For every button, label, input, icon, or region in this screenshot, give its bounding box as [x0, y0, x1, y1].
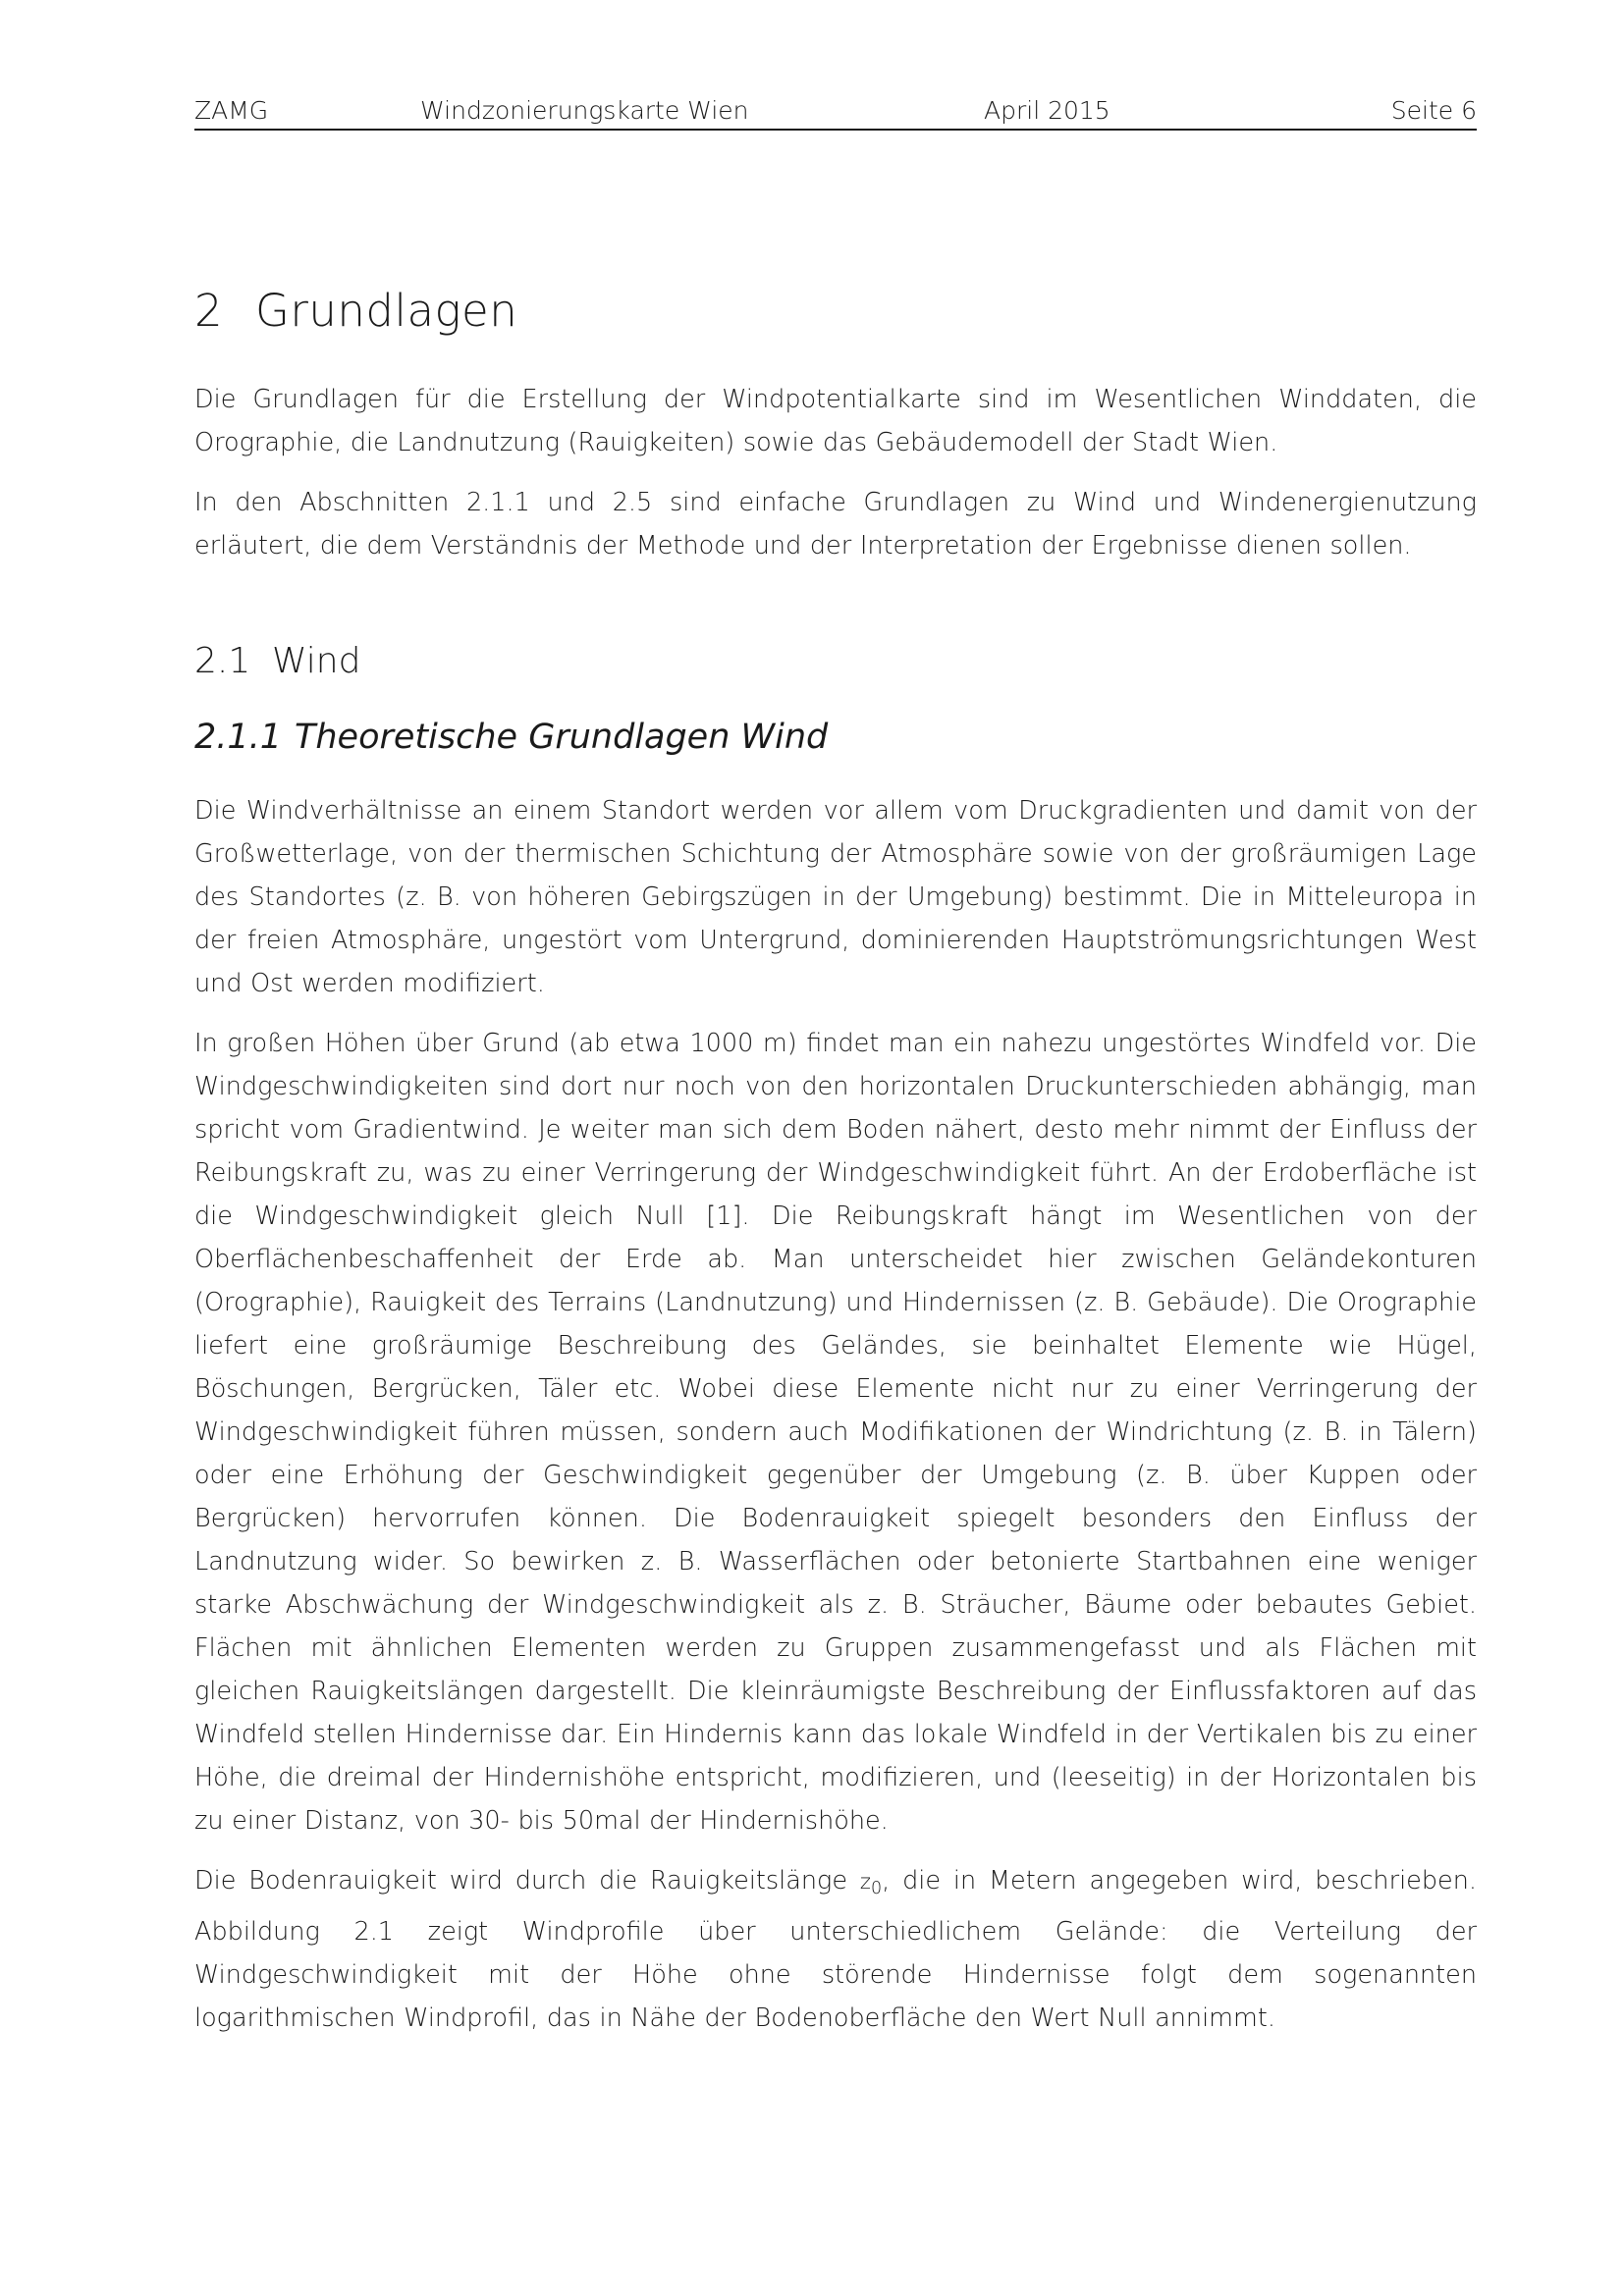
header-organization: ZAMG — [194, 96, 269, 125]
subsection-title: Theoretische Grundlagen Wind — [295, 718, 829, 757]
section-number: 2.1 — [194, 641, 251, 681]
section-heading — [194, 638, 1477, 685]
body-paragraph-2: In großen Höhen über Grund (ab etwa 1000 m) findet man ein nahezu ungestörtes Windfeld vor. Die Windgeschwindigkeiten sind dort nur noch von den horizontalen Druckunterschieden abhängig, man spricht vom Gradientwind. Je weiter man sich dem Boden nähert, desto mehr nimmt der Einfluss der Reibungskraft zu, was zu einer Verringerung der Windgeschwindigkeit führt. An der Erdoberfläche ist die Windgeschwindigkeit gleich Null [1]. Die Reibungskraft hängt im Wesentlichen von der Oberflächenbeschaffenheit der Erde ab. Man unterscheidet hier zwischen Geländekonturen (Orographie), Rauigkeit des Terrains (Landnutzung) und Hindernissen (z. B. Gebäude). Die Orographie liefert eine großräumige Beschreibung des Geländes, sie beinhaltet Elemente wie Hügel, Böschungen, Bergrücken, Täler etc. Wobei diese Elemente nicht nur zu einer Verringerung der Windgeschwindigkeit führen müssen, sondern auch Modifikationen der Windrichtung (z. B. in Tälern) oder eine Erhöhung der Geschwindigkeit gegenüber der Umgebung (z. B. über Kuppen oder Bergrücken) hervorrufen können. Die Bodenrauigkeit spiegelt besonders den Einfluss der Landnutzung wider. So bewirken z. B. Wasserflächen oder betonierte Startbahnen eine weniger starke Abschwächung der Windgeschwindigkeit als z. B. Sträucher, Bäume oder bebautes Gebiet. Flächen mit ähnlichen Elementen werden zu Gruppen zusammengefasst und als Flächen mit gleichen Rauigkeitslängen dargestellt. Die kleinräumigste Beschreibung der Einflussfaktoren auf das Windfeld stellen Hindernisse dar. Ein Hindernis kann das lokale Windfeld in der Vertikalen bis zu einer Höhe, die dreimal der Hindernishöhe entspricht, modifizieren, und (leeseitig) in der Horizontalen bis zu einer Distanz, von 30- bis 50mal der Hindernishöhe. — [194, 1029, 1477, 1836]
roughness-length-symbol — [859, 1870, 883, 1899]
section-title: Wind — [272, 641, 361, 681]
body-paragraph-1: Die Windverhältnisse an einem Standort werden vor allem vom Druckgradienten und damit von der Großwetterlage, von der thermischen Schichtung der Atmosphäre sowie von der großräumigen Lage des Standortes (z. B. von höheren Gebirgszügen in der Umgebung) bestimmt. Die in Mitteleuropa in der freien Atmosphäre, ungestört vom Untergrund, dominierenden Hauptströmungsrichtungen West und Ost werden modifiziert. — [194, 796, 1477, 998]
intro-paragraph-1: Die Grundlagen für die Erstellung der Windpotentialkarte sind im Wesentlichen Winddaten, die Orographie, die Landnutzung (Rauigkeiten) sowie das Gebäudemodell der Stadt Wien. — [194, 385, 1477, 457]
subsection-number: 2.1.1 — [194, 718, 283, 757]
header-page-number: Seite 6 — [1390, 96, 1477, 125]
subsection-heading — [194, 715, 1477, 760]
header-document-title: Windzonierungskarte Wien — [420, 96, 749, 125]
body-paragraph-3 — [194, 1859, 1477, 2040]
document-page — [194, 94, 1477, 2040]
roughness-symbol-z: z — [859, 1870, 871, 1894]
intro-paragraph-2: In den Abschnitten 2.1.1 und 2.5 sind einfache Grundlagen zu Wind und Windenergienutzung erläutert, die dem Verständnis der Methode und der Interpretation der Ergebnisse dienen sollen. — [194, 488, 1477, 561]
body-paragraph-3-end: , die in Metern angegeben wird, beschrieben. Abbildung 2.1 zeigt Windprofile über unterschiedlichem Gelände: die Verteilung der Windgeschwindigkeit mit der Höhe ohne störende Hindernisse folgt dem sogenannten logarithmischen Windprofil, das in Nähe der Bodenoberfläche den Wert Null annimmt. — [194, 1866, 1477, 2034]
chapter-number: 2 — [194, 285, 224, 337]
chapter-title: Grundlagen — [255, 285, 518, 337]
header-date: April 2015 — [984, 96, 1110, 125]
roughness-symbol-subscript: 0 — [870, 1879, 883, 1899]
body-paragraph-3-start: Die Bodenrauigkeit wird durch die Rauigkeitslänge — [194, 1866, 860, 1896]
chapter-heading — [194, 284, 1477, 339]
running-header — [194, 94, 1477, 131]
